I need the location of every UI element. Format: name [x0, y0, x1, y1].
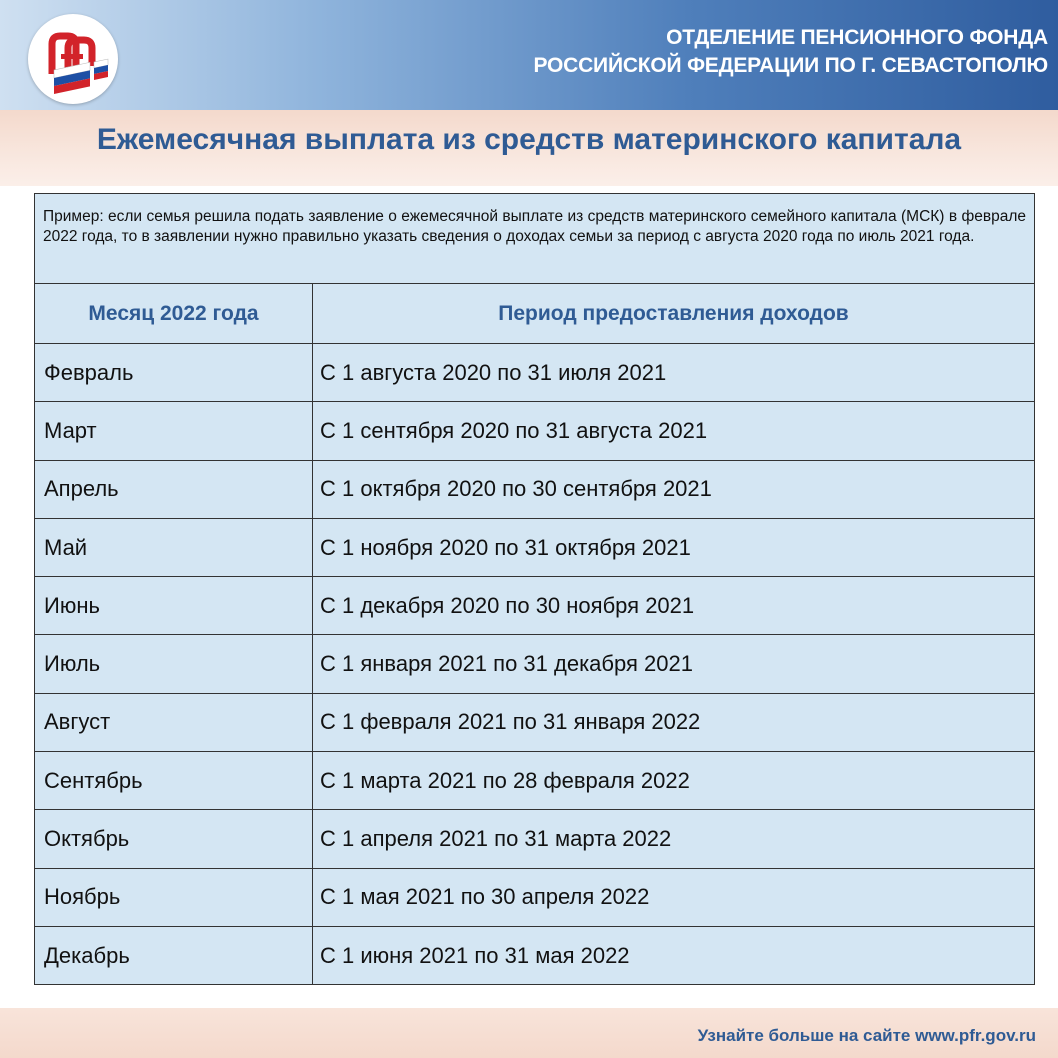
page-title: Ежемесячная выплата из средств материнского капитала — [96, 123, 962, 156]
month-cell: Май — [35, 519, 313, 576]
month-cell: Апрель — [35, 461, 313, 518]
organization-name-line2: РОССИЙСКОЙ ФЕДЕРАЦИИ ПО Г. СЕВАСТОПОЛЮ — [533, 54, 1048, 77]
table-row — [35, 635, 1034, 693]
table-row — [35, 694, 1034, 752]
table-row — [35, 810, 1034, 868]
column-header-month: Месяц 2022 года — [35, 284, 313, 343]
table-row — [35, 402, 1034, 460]
organization-name — [533, 24, 1048, 80]
period-cell: С 1 марта 2021 по 28 февраля 2022 — [320, 767, 690, 793]
month-cell: Декабрь — [35, 927, 313, 985]
period-cell: С 1 апреля 2021 по 31 марта 2022 — [320, 826, 672, 852]
period-cell: С 1 августа 2020 по 31 июля 2021 — [320, 359, 667, 385]
month-cell: Сентябрь — [35, 752, 313, 809]
month-cell: Июнь — [35, 577, 313, 634]
pfr-logo-icon — [28, 14, 118, 104]
period-cell: С 1 июня 2021 по 31 мая 2022 — [320, 943, 630, 969]
period-cell: С 1 мая 2021 по 30 апреля 2022 — [320, 884, 650, 910]
organization-name-line1: ОТДЕЛЕНИЕ ПЕНСИОННОГО ФОНДА — [666, 26, 1048, 49]
table-row — [35, 519, 1034, 577]
month-cell: Июль — [35, 635, 313, 692]
example-note: Пример: если семья решила подать заявление о ежемесячной выплате из средств материнского семейного капитала (МСК) в феврале 2022 года, то в заявлении нужно правильно указать сведения о доходах семьи за период с августа 2020 года по июль 2021 года. — [35, 194, 1034, 284]
month-cell: Март — [35, 402, 313, 459]
table-row — [35, 577, 1034, 635]
income-period-table — [34, 193, 1035, 985]
table-row — [35, 344, 1034, 402]
month-cell: Октябрь — [35, 810, 313, 867]
period-cell: С 1 января 2021 по 31 декабря 2021 — [320, 651, 693, 677]
period-cell: С 1 сентября 2020 по 31 августа 2021 — [320, 417, 708, 443]
table-header-row — [35, 284, 1034, 344]
period-cell: С 1 декабря 2020 по 30 ноября 2021 — [320, 592, 695, 618]
table-row — [35, 461, 1034, 519]
month-cell: Ноябрь — [35, 869, 313, 926]
period-cell: С 1 ноября 2020 по 31 октября 2021 — [320, 534, 691, 560]
period-cell: С 1 октября 2020 по 30 сентября 2021 — [320, 476, 712, 502]
table-row — [35, 869, 1034, 927]
website-link[interactable]: Узнайте больше на сайте www.pfr.gov.ru — [697, 1026, 1036, 1045]
table-row — [35, 927, 1034, 985]
month-cell: Август — [35, 694, 313, 751]
table-row — [35, 752, 1034, 810]
period-cell: С 1 февраля 2021 по 31 января 2022 — [320, 709, 701, 735]
column-header-period: Период предоставления доходов — [498, 301, 849, 325]
month-cell: Февраль — [35, 344, 313, 401]
